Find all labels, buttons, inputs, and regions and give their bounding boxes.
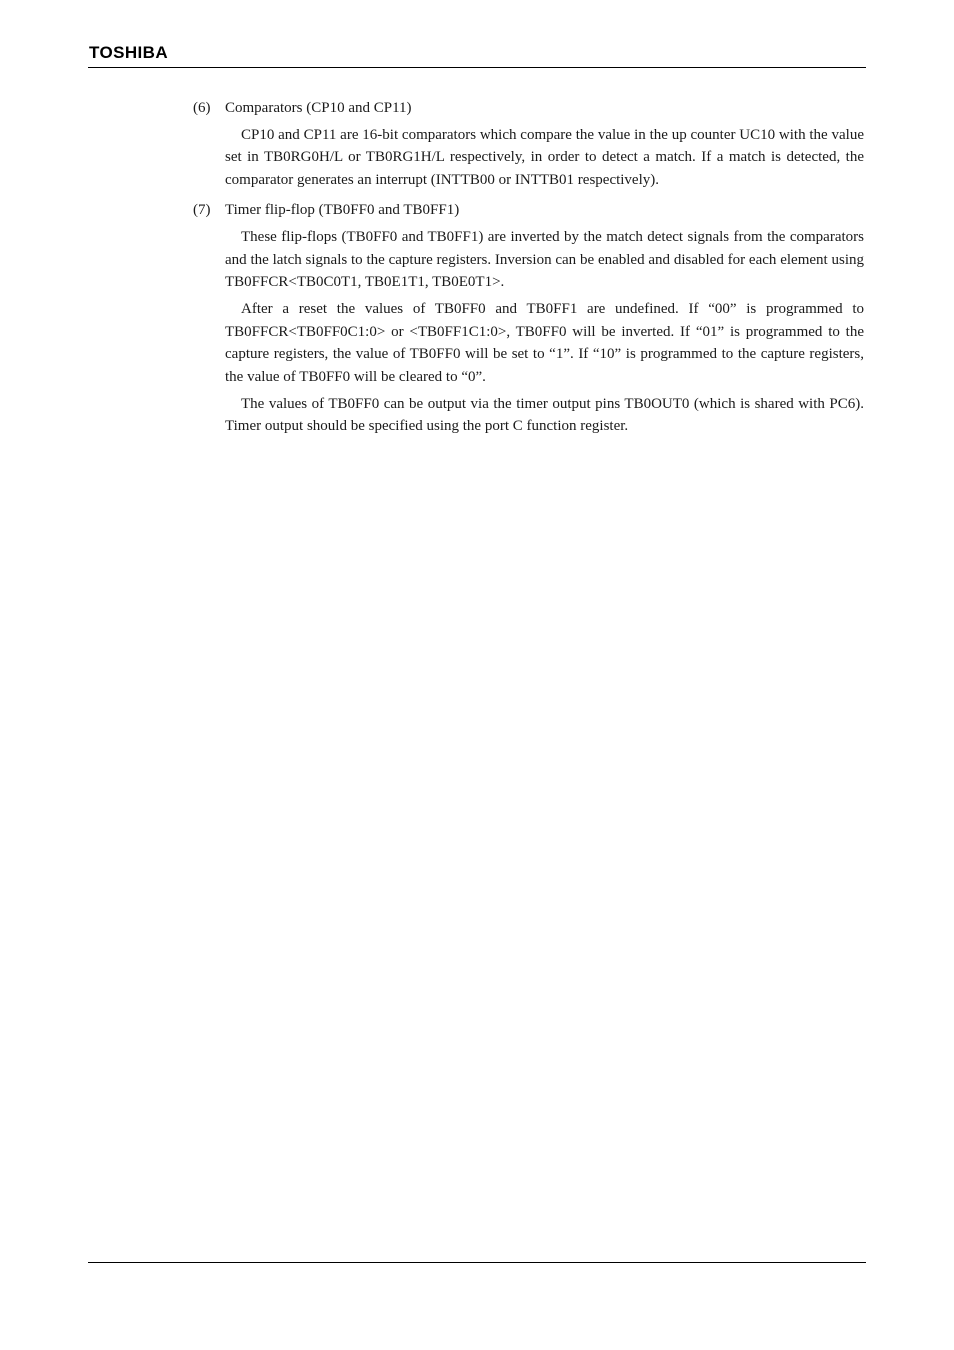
paragraph: After a reset the values of TB0FF0 and TB0FF1 are undefined. If “00” is programmed to TB0FFCR<TB0FF0C1:0> or <TB0FF1C1:0>, TB0FF0 will be inverted. If “01” is programmed to the capture registers, the value of TB0FF0 will be set to “1”. If “10” is programmed to the capture registers, the value of TB0FF0 will be cleared to “0”. xyxy=(225,301,864,385)
paragraph: These flip-flops (TB0FF0 and TB0FF1) are inverted by the match detect signals from the comparators and the latch signals to the capture registers. Inversion can be enabled and disabled for each element using TB0FFCR<TB0C0T1, TB0E1T1, TB0E0T1>. xyxy=(225,229,864,291)
section-number: (7) xyxy=(193,202,211,219)
section-title: Timer flip-flop (TB0FF0 and TB0FF1) xyxy=(225,202,460,219)
page-body xyxy=(193,97,864,446)
section-title: Comparators (CP10 and CP11) xyxy=(225,100,412,116)
section-timer-flip-flop xyxy=(193,199,864,438)
section-heading xyxy=(193,97,864,119)
company-logo: TOSHIBA xyxy=(89,43,168,62)
section-number: (6) xyxy=(193,100,211,116)
footer-rule xyxy=(88,1262,866,1263)
paragraph: CP10 and CP11 are 16-bit comparators which compare the value in the up counter UC10 with the value set in TB0RG0H/L or TB0RG1H/L respectively, in order to detect a match. If a match is detected, the comparator generates an interrupt (INTTB00 or INTTB01 respectively). xyxy=(225,127,864,188)
paragraph: The values of TB0FF0 can be output via the timer output pins TB0OUT0 (which is shared with PC6). Timer output should be specified using the port C function register. xyxy=(225,396,864,435)
header-rule xyxy=(88,67,866,68)
section-comparators xyxy=(193,97,864,191)
section-heading xyxy=(193,199,864,221)
